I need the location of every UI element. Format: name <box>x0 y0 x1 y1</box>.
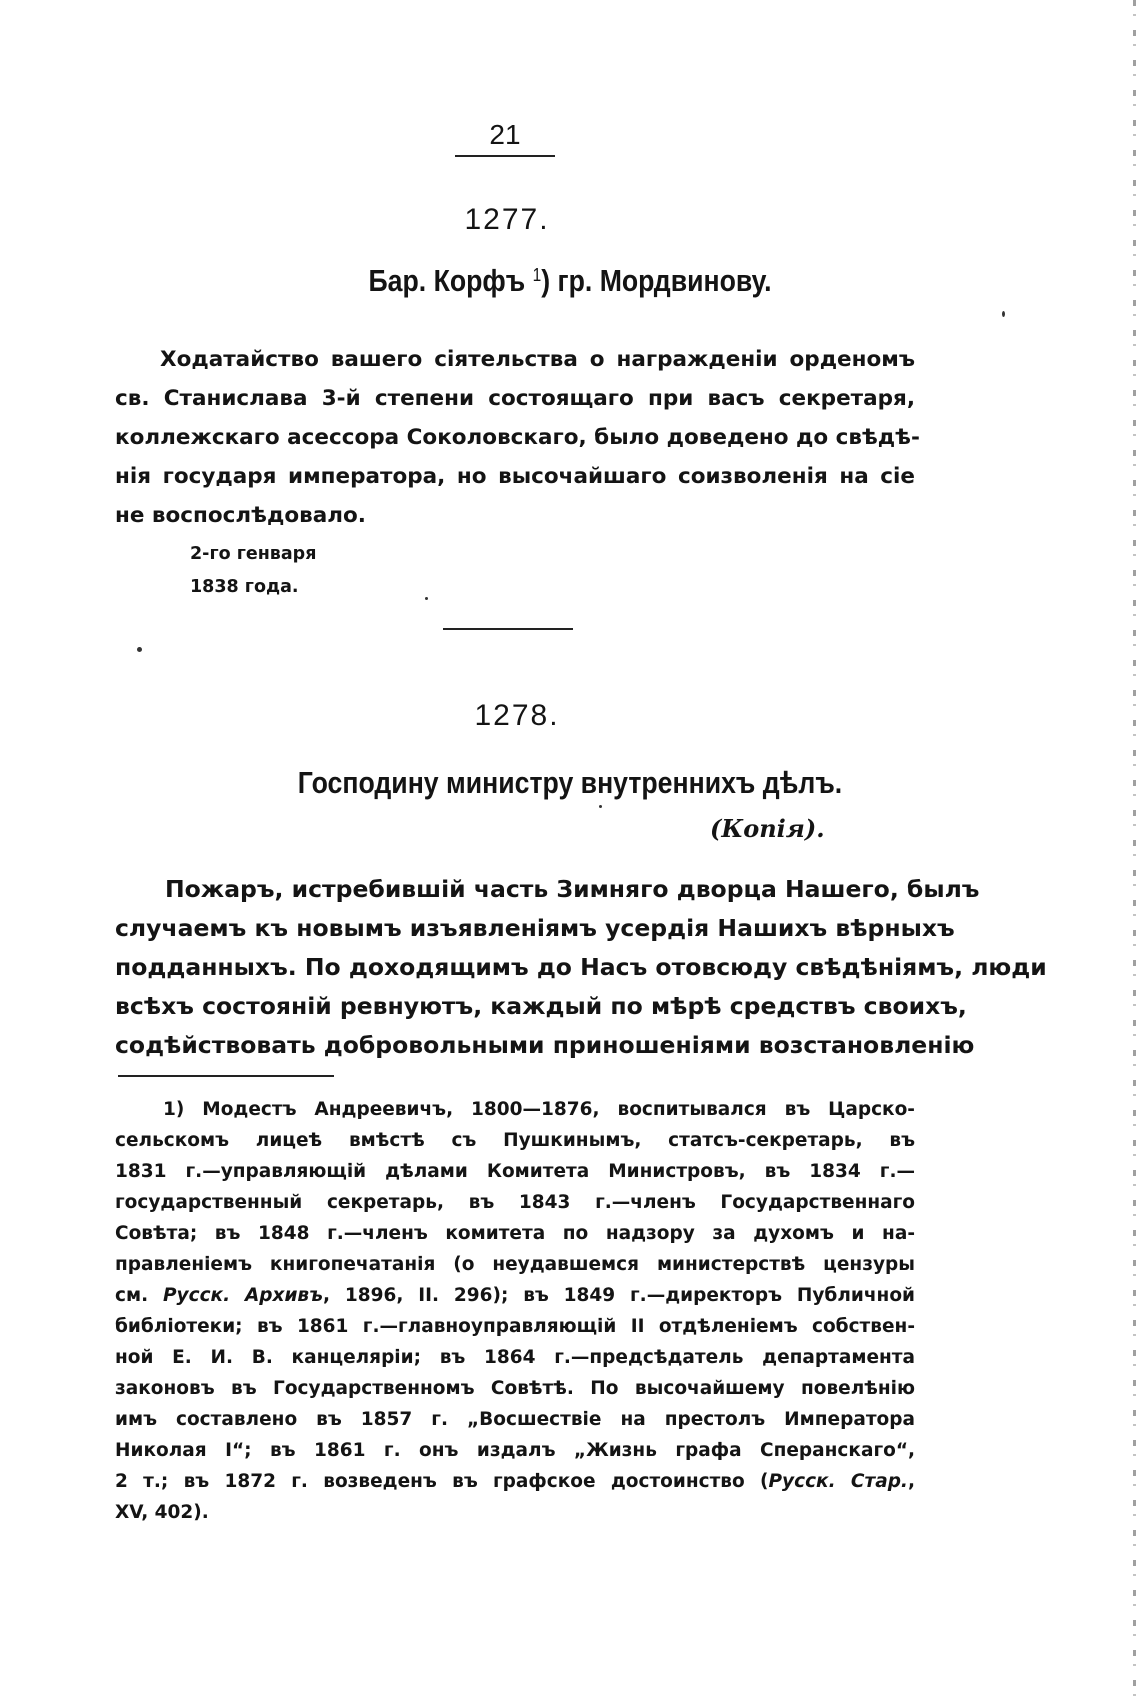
letter-1277-heading <box>226 256 914 300</box>
date-line: 2-го генваря <box>190 544 317 564</box>
footnote <box>115 1094 915 1528</box>
footnote-line: XV, 402). <box>115 1502 209 1523</box>
copy-note <box>710 812 840 846</box>
print-speck <box>425 597 428 600</box>
footnote-line <box>115 1466 915 1497</box>
letter-1278-number: 1278. <box>474 699 560 732</box>
footnote-line <box>115 1280 915 1311</box>
letter-1277-number: 1277. <box>464 203 550 236</box>
footnote-text: Модестъ Андреевичъ, 1800—1876, воспитывался въ Царско- <box>202 1099 915 1120</box>
print-speck <box>599 805 602 808</box>
body-line: нія государя императора, но высочайшаго соизволенія на сіе <box>115 464 915 489</box>
footnote-line: сельскомъ лицеѣ вмѣстѣ съ Пушкинымъ, статсъ-секретарь, въ <box>115 1130 915 1151</box>
body-line: не воспослѣдовало. <box>115 503 366 528</box>
footnote-text: см. <box>115 1285 149 1306</box>
body-line: Ходатайство вашего сіятельства о награжденіи орденомъ <box>160 347 915 372</box>
footnote-line: 1831 г.—управляющій дѣлами Комитета Министровъ, въ 1834 г.— <box>115 1161 915 1182</box>
print-speck <box>1002 311 1005 317</box>
copy-note-text: (Копія). <box>710 814 825 843</box>
letter-1277-body <box>115 340 920 535</box>
citation-title: Русск. Стар. <box>768 1471 908 1492</box>
letter-1277-date <box>190 538 316 604</box>
footnote-line: имъ составлено въ 1857 г. „Восшествіе на престолъ Императора <box>115 1409 915 1430</box>
body-line: Пожаръ, истребившій часть Зимняго дворца Нашего, былъ <box>165 875 980 903</box>
letter-1278-heading: Господину министру внутреннихъ дѣлъ. <box>297 765 843 800</box>
footnote-mark: 1) <box>163 1099 185 1120</box>
citation-title: Русск. Архивъ <box>162 1285 324 1306</box>
footnote-rule <box>118 1075 334 1077</box>
body-line: случаемъ къ новымъ изъявленіямъ усердія Нашихъ вѣрныхъ <box>115 914 955 942</box>
footnote-line: Совѣта; въ 1848 г.—членъ комитета по надзору за духомъ и на- <box>115 1223 915 1244</box>
heading-text: Бар. Корфъ <box>368 263 526 298</box>
footnote-line: государственный секретарь, въ 1843 г.—членъ Государственнаго <box>115 1192 915 1213</box>
body-line: содѣйствовать добровольными приношеніями возстановленію <box>115 1031 975 1059</box>
footnote-line <box>115 1094 915 1125</box>
page-edge-shadow <box>1133 0 1136 1707</box>
page-number: 21 <box>489 119 521 150</box>
heading-tail: ) гр. Мордвинову. <box>541 263 772 298</box>
body-line: коллежскаго асессора Соколовскаго, было доведено до свѣдѣ- <box>115 425 920 450</box>
print-speck <box>137 647 142 652</box>
body-line: всѣхъ состояній ревнуютъ, каждый по мѣрѣ средствъ своихъ, <box>115 992 967 1020</box>
footnote-line: Николая I“; въ 1861 г. онъ издалъ „Жизнь графа Сперанскаго“, <box>115 1440 915 1461</box>
body-line: подданныхъ. По доходящимъ до Насъ отовсюду свѣдѣніямъ, люди <box>115 953 1047 981</box>
footnote-line: правленіемъ книгопечатанія (о неудавшемся министерствѣ цензуры <box>115 1254 915 1275</box>
page-number-rule <box>455 155 555 157</box>
footnote-text: , <box>907 1471 915 1492</box>
footnote-marker: 1 <box>532 265 542 285</box>
footnote-line: законовъ въ Государственномъ Совѣтѣ. По высочайшему повелѣнію <box>115 1378 915 1399</box>
body-line: св. Станислава 3-й степени состоящаго при васъ секретаря, <box>115 386 915 411</box>
footnote-text: , 1896, II. 296); въ 1849 г.—директоръ Публичной <box>323 1285 916 1306</box>
footnote-line: библіотеки; въ 1861 г.—главноуправляющій II отдѣленіемъ собствен- <box>115 1316 915 1337</box>
section-separator <box>443 628 573 630</box>
letter-1278-body <box>115 870 1047 1065</box>
footnote-text: 2 т.; въ 1872 г. возведенъ въ графское достоинство ( <box>115 1471 769 1492</box>
date-line: 1838 года. <box>190 577 299 597</box>
footnote-line: ной Е. И. В. канцеляріи; въ 1864 г.—предсѣдатель департамента <box>115 1347 915 1368</box>
